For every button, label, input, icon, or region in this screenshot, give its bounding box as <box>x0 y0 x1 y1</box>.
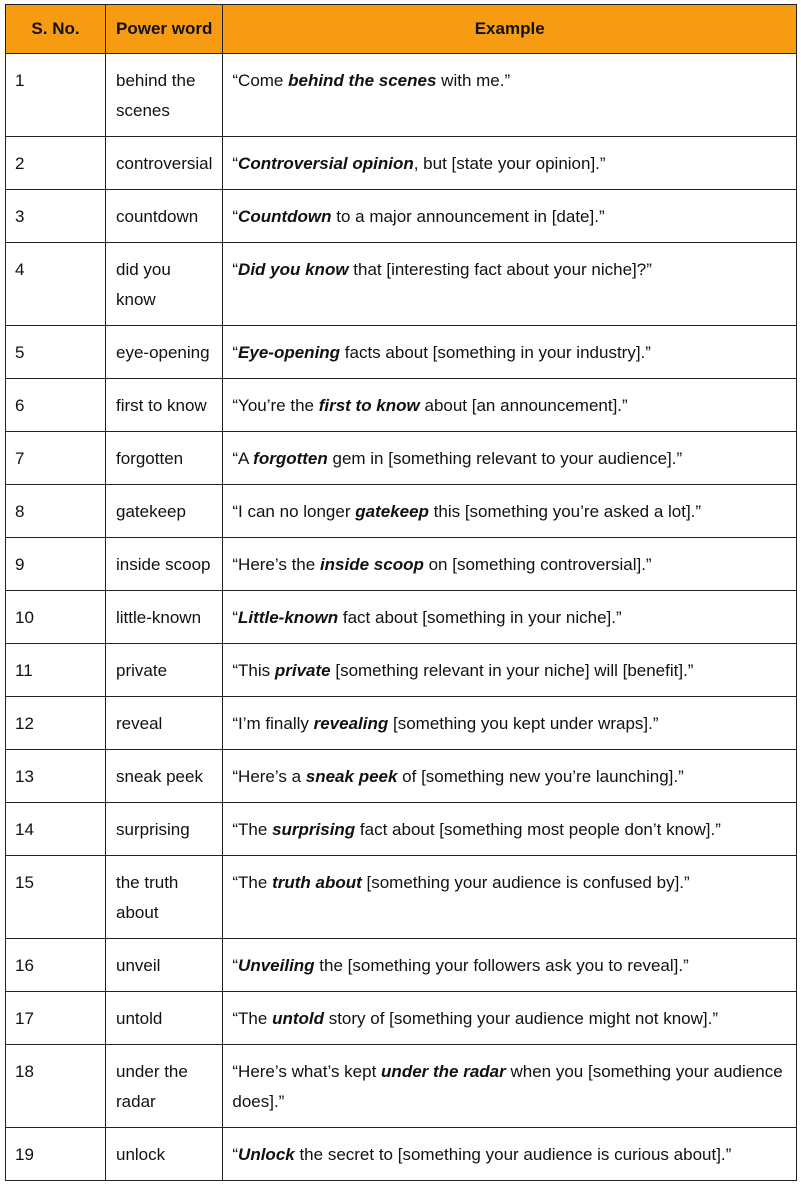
cell-power-word: first to know <box>106 379 223 432</box>
cell-sno: 16 <box>6 939 106 992</box>
cell-power-word: countdown <box>106 190 223 243</box>
example-keyword: surprising <box>272 820 356 839</box>
table-row <box>6 538 797 591</box>
example-text-after: of [something new you’re launching].” <box>397 767 684 786</box>
example-keyword: behind the scenes <box>288 71 437 90</box>
cell-power-word: unveil <box>106 939 223 992</box>
cell-sno: 7 <box>6 432 106 485</box>
header-example: Example <box>223 5 797 54</box>
cell-power-word: did you know <box>106 243 223 326</box>
table-row <box>6 137 797 190</box>
table-row <box>6 644 797 697</box>
cell-power-word: under the radar <box>106 1045 223 1128</box>
example-text-before: “ <box>232 956 239 975</box>
table-row <box>6 190 797 243</box>
cell-example <box>223 243 797 326</box>
example-text-after: fact about [something in your niche].” <box>338 608 622 627</box>
cell-example <box>223 1045 797 1128</box>
example-keyword: forgotten <box>253 449 328 468</box>
table-row <box>6 803 797 856</box>
cell-sno: 18 <box>6 1045 106 1128</box>
cell-example <box>223 54 797 137</box>
cell-power-word: surprising <box>106 803 223 856</box>
table-row <box>6 697 797 750</box>
cell-sno: 15 <box>6 856 106 939</box>
header-row <box>6 5 797 54</box>
example-text-after: facts about [something in your industry].” <box>340 343 651 362</box>
example-text-after: the [something your followers ask you to reveal].” <box>314 956 689 975</box>
example-text-before: “ <box>232 260 239 279</box>
example-text-before: “A <box>232 449 254 468</box>
table-row <box>6 591 797 644</box>
cell-example <box>223 538 797 591</box>
cell-example <box>223 644 797 697</box>
example-text-after: this [something you’re asked a lot].” <box>428 502 702 521</box>
example-text-before: “ <box>232 343 239 362</box>
example-keyword: Little-known <box>238 608 339 627</box>
table-row <box>6 243 797 326</box>
cell-power-word: inside scoop <box>106 538 223 591</box>
cell-power-word: behind the scenes <box>106 54 223 137</box>
example-text-after: story of [something your audience might not know].” <box>323 1009 719 1028</box>
cell-example <box>223 856 797 939</box>
example-text-before: “The <box>232 820 273 839</box>
example-text-after: on [something controversial].” <box>423 555 652 574</box>
cell-sno: 6 <box>6 379 106 432</box>
cell-power-word: controversial <box>106 137 223 190</box>
example-keyword: Did you know <box>238 260 349 279</box>
table-row <box>6 939 797 992</box>
example-text-before: “You’re the <box>232 396 319 415</box>
cell-sno: 8 <box>6 485 106 538</box>
power-words-table <box>5 4 797 1181</box>
example-text-before: “I can no longer <box>232 502 356 521</box>
example-text-after: [something you kept under wraps].” <box>388 714 659 733</box>
example-keyword: Countdown <box>238 207 332 226</box>
table-row <box>6 1128 797 1181</box>
example-text-before: “Here’s a <box>232 767 306 786</box>
example-text-before: “Here’s the <box>232 555 320 574</box>
cell-power-word: forgotten <box>106 432 223 485</box>
table-row <box>6 326 797 379</box>
cell-sno: 17 <box>6 992 106 1045</box>
cell-sno: 4 <box>6 243 106 326</box>
cell-example <box>223 190 797 243</box>
example-keyword: revealing <box>313 714 389 733</box>
example-keyword: Unveiling <box>238 956 315 975</box>
table-body <box>6 54 797 1181</box>
cell-power-word: private <box>106 644 223 697</box>
cell-sno: 12 <box>6 697 106 750</box>
example-text-after: about [an announcement].” <box>419 396 628 415</box>
table-row <box>6 856 797 939</box>
example-keyword: truth about <box>272 873 362 892</box>
cell-power-word: the truth about <box>106 856 223 939</box>
example-text-after: , but [state your opinion].” <box>413 154 606 173</box>
cell-sno: 19 <box>6 1128 106 1181</box>
cell-sno: 10 <box>6 591 106 644</box>
cell-power-word: gatekeep <box>106 485 223 538</box>
example-text-before: “ <box>232 1145 239 1164</box>
example-keyword: Unlock <box>238 1145 295 1164</box>
power-words-table-container <box>5 4 797 1181</box>
example-text-before: “This <box>232 661 275 680</box>
cell-example <box>223 992 797 1045</box>
example-text-before: “The <box>232 873 273 892</box>
cell-example <box>223 485 797 538</box>
example-text-after: fact about [something most people don’t know].” <box>355 820 721 839</box>
example-text-after: [something relevant in your niche] will [benefit].” <box>330 661 694 680</box>
example-keyword: gatekeep <box>355 502 429 521</box>
example-text-before: “I’m finally <box>232 714 314 733</box>
table-row <box>6 432 797 485</box>
header-power-word: Power word <box>106 5 223 54</box>
cell-sno: 1 <box>6 54 106 137</box>
example-keyword: private <box>274 661 331 680</box>
example-keyword: untold <box>272 1009 324 1028</box>
cell-power-word: little-known <box>106 591 223 644</box>
table-row <box>6 992 797 1045</box>
cell-example <box>223 939 797 992</box>
cell-sno: 14 <box>6 803 106 856</box>
cell-power-word: eye-opening <box>106 326 223 379</box>
cell-power-word: reveal <box>106 697 223 750</box>
example-text-after: that [interesting fact about your niche]?” <box>348 260 652 279</box>
example-keyword: sneak peek <box>305 767 398 786</box>
example-text-after: to a major announcement in [date].” <box>331 207 605 226</box>
example-text-before: “ <box>232 207 239 226</box>
cell-sno: 9 <box>6 538 106 591</box>
cell-example <box>223 432 797 485</box>
cell-sno: 11 <box>6 644 106 697</box>
example-keyword: Controversial opinion <box>238 154 414 173</box>
example-keyword: first to know <box>318 396 420 415</box>
table-row <box>6 485 797 538</box>
header-sno: S. No. <box>6 5 106 54</box>
example-text-before: “ <box>232 154 239 173</box>
cell-example <box>223 326 797 379</box>
cell-example <box>223 591 797 644</box>
cell-power-word: untold <box>106 992 223 1045</box>
cell-example <box>223 697 797 750</box>
cell-example <box>223 1128 797 1181</box>
example-keyword: Eye-opening <box>238 343 341 362</box>
example-keyword: inside scoop <box>319 555 424 574</box>
table-row <box>6 1045 797 1128</box>
example-text-before: “ <box>232 608 239 627</box>
example-keyword: under the radar <box>381 1062 506 1081</box>
cell-sno: 13 <box>6 750 106 803</box>
cell-power-word: unlock <box>106 1128 223 1181</box>
table-row <box>6 54 797 137</box>
cell-sno: 3 <box>6 190 106 243</box>
example-text-after: when you [something your audience does].” <box>232 1062 783 1111</box>
example-text-before: “Here’s what’s kept <box>232 1062 382 1081</box>
table-row <box>6 379 797 432</box>
example-text-before: “Come <box>232 71 289 90</box>
example-text-after: [something your audience is confused by].” <box>361 873 690 892</box>
example-text-after: gem in [something relevant to your audience].” <box>327 449 683 468</box>
cell-example <box>223 137 797 190</box>
cell-sno: 5 <box>6 326 106 379</box>
example-text-before: “The <box>232 1009 273 1028</box>
table-row <box>6 750 797 803</box>
cell-sno: 2 <box>6 137 106 190</box>
example-text-after: the secret to [something your audience is curious about].” <box>294 1145 732 1164</box>
cell-example <box>223 803 797 856</box>
cell-example <box>223 379 797 432</box>
cell-example <box>223 750 797 803</box>
example-text-after: with me.” <box>436 71 511 90</box>
cell-power-word: sneak peek <box>106 750 223 803</box>
